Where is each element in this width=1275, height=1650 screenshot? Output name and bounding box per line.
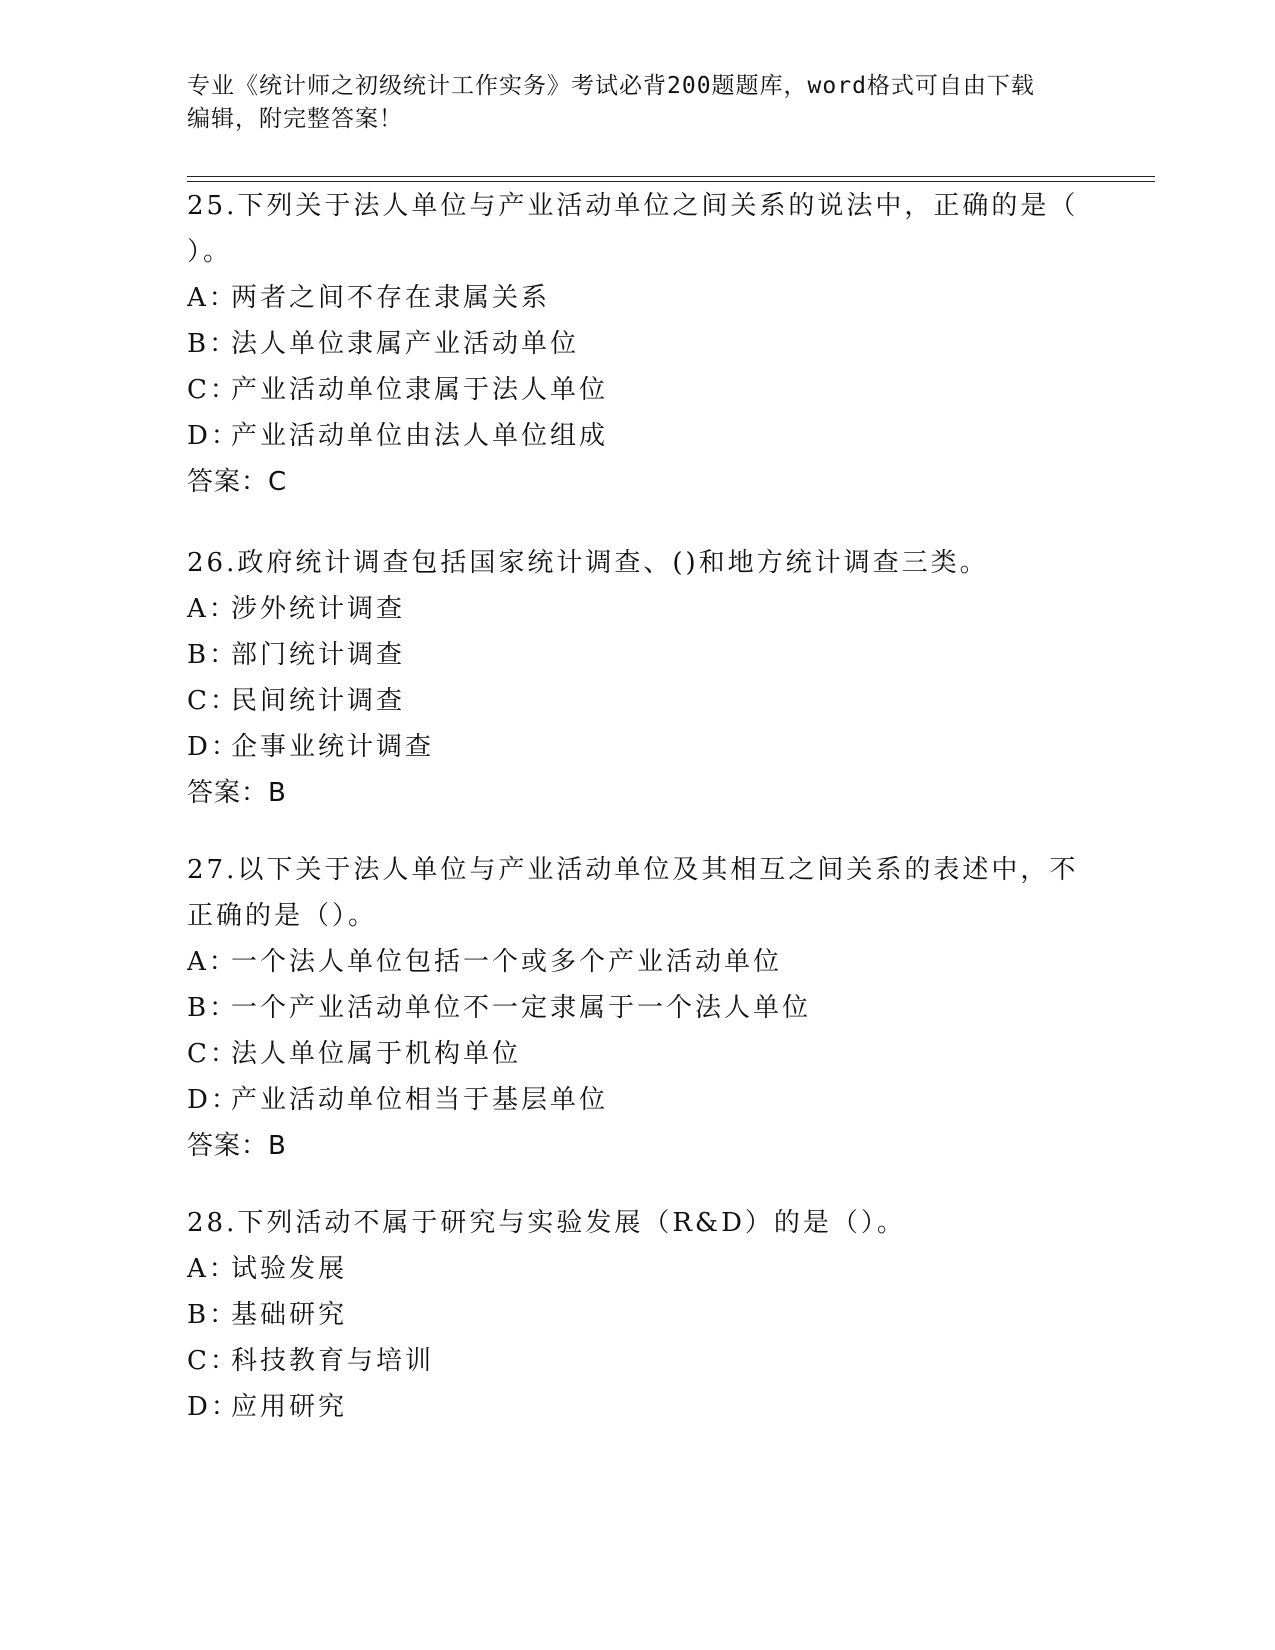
option-c [187, 678, 1087, 724]
option-c [187, 1338, 1087, 1384]
answer-text: 答案：B [187, 778, 287, 808]
question-stem-line-1: 26.政府统计调查包括国家统计调查、()和地方统计调查三类。 [187, 548, 989, 578]
option-text: 一个产业活动单位不一定隶属于一个法人单位 [231, 993, 812, 1023]
document-header [187, 70, 1087, 136]
option-text: 基础研究 [231, 1300, 348, 1330]
option-letter: C： [187, 1346, 239, 1376]
option-letter: A： [187, 283, 238, 313]
header-line-2: 编辑，附完整答案！ [187, 106, 403, 132]
option-letter: B： [187, 993, 239, 1023]
option-text: 产业活动单位隶属于法人单位 [231, 375, 609, 405]
option-letter: D： [187, 732, 240, 762]
option-d [187, 413, 1087, 459]
option-letter: B： [187, 1300, 239, 1330]
option-text: 企事业统计调查 [231, 732, 435, 762]
option-b [187, 321, 1087, 367]
option-text: 科技教育与培训 [231, 1346, 435, 1376]
option-b [187, 1292, 1087, 1338]
option-letter: C： [187, 1039, 239, 1069]
option-c [187, 1031, 1087, 1077]
question-stem-line-1: 27.以下关于法人单位与产业活动单位及其相互之间关系的表述中，不 [187, 855, 1079, 885]
option-text: 一个法人单位包括一个或多个产业活动单位 [231, 947, 783, 977]
option-b [187, 632, 1087, 678]
option-a [187, 939, 1087, 985]
option-letter: A： [187, 1254, 238, 1284]
option-b [187, 985, 1087, 1031]
option-letter: A： [187, 947, 238, 977]
option-text: 涉外统计调查 [231, 594, 406, 624]
option-text: 两者之间不存在隶属关系 [231, 283, 551, 313]
question-stem-line-2: 正确的是（）。 [187, 901, 378, 931]
option-d [187, 1384, 1087, 1430]
option-letter: D： [187, 421, 240, 451]
question-27 [187, 847, 1087, 1169]
option-text: 试验发展 [231, 1254, 348, 1284]
option-a [187, 275, 1087, 321]
option-text: 法人单位属于机构单位 [231, 1039, 522, 1069]
option-d [187, 1077, 1087, 1123]
question-stem-line-2: ）。 [187, 237, 233, 267]
question-stem-line-1: 28.下列活动不属于研究与实验发展（R&D）的是（）。 [187, 1208, 906, 1238]
option-text: 民间统计调查 [231, 686, 406, 716]
option-text: 应用研究 [231, 1392, 348, 1422]
answer-text: 答案：C [187, 467, 288, 497]
option-a [187, 586, 1087, 632]
question-28 [187, 1200, 1087, 1430]
question-stem-line-1: 25.下列关于法人单位与产业活动单位之间关系的说法中，正确的是（ [187, 191, 1079, 221]
header-divider-top [187, 176, 1155, 177]
option-letter: C： [187, 375, 239, 405]
option-d [187, 724, 1087, 770]
option-letter: A： [187, 594, 238, 624]
answer-text: 答案：B [187, 1131, 287, 1161]
option-letter: B： [187, 640, 239, 670]
option-text: 产业活动单位相当于基层单位 [231, 1085, 609, 1115]
option-letter: C： [187, 686, 239, 716]
header-line-1: 专业《统计师之初级统计工作实务》考试必背200题题库，word格式可自由下载 [187, 73, 1035, 99]
question-25 [187, 183, 1087, 505]
option-letter: D： [187, 1085, 240, 1115]
option-c [187, 367, 1087, 413]
header-divider-bottom [187, 181, 1155, 182]
option-text: 产业活动单位由法人单位组成 [231, 421, 609, 451]
option-a [187, 1246, 1087, 1292]
option-text: 部门统计调查 [231, 640, 406, 670]
option-letter: B： [187, 329, 239, 359]
option-letter: D： [187, 1392, 240, 1422]
question-26 [187, 540, 1087, 816]
option-text: 法人单位隶属产业活动单位 [231, 329, 580, 359]
